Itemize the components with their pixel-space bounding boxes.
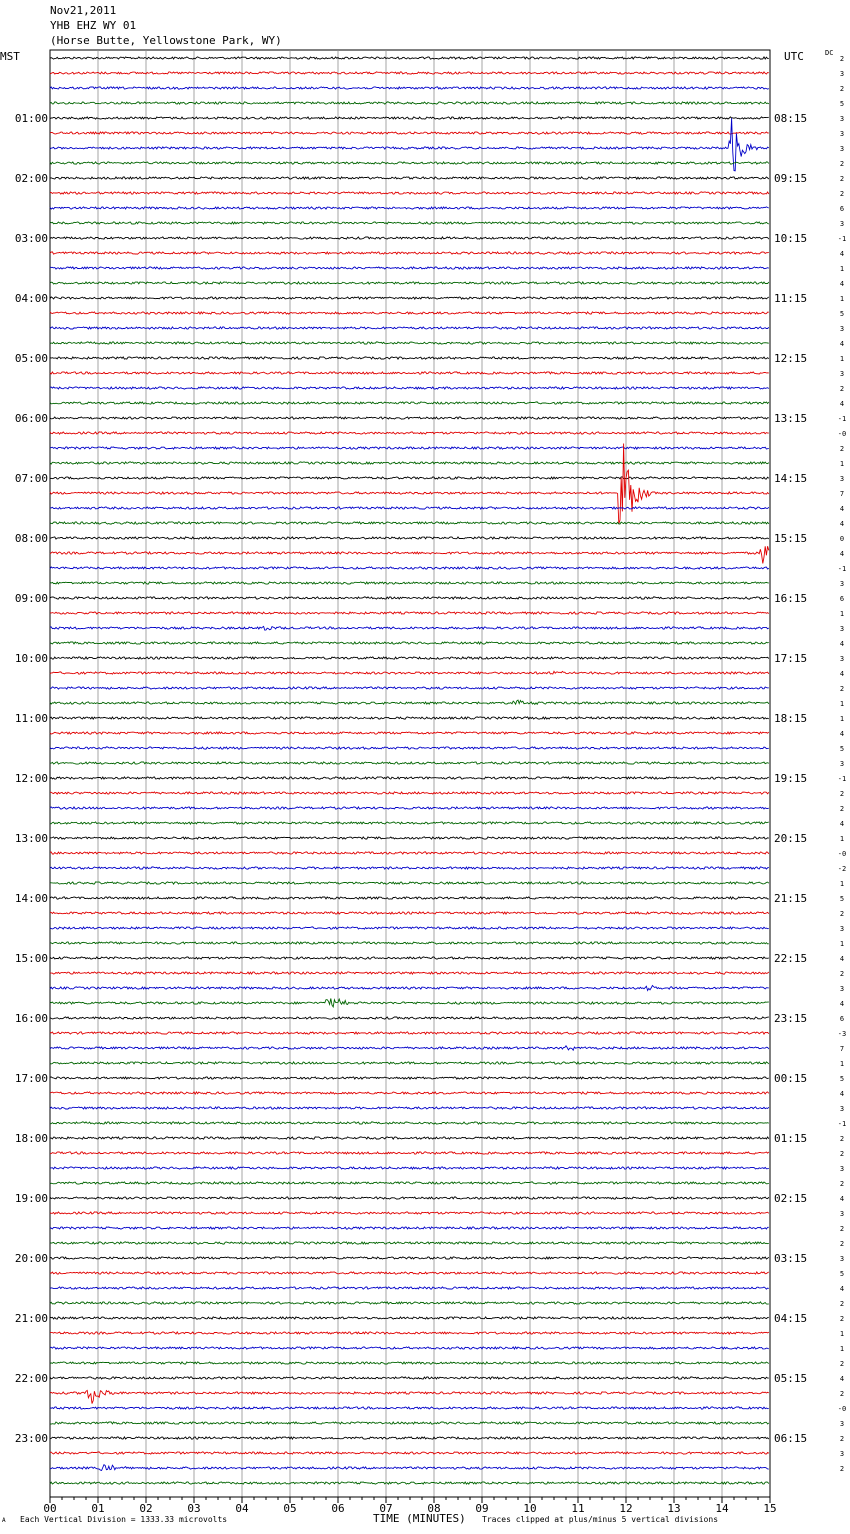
hour-label-mst: 16:00 [14, 1012, 48, 1025]
dc-offset-label: 4 [839, 250, 845, 258]
dc-offset-label: 1 [839, 835, 845, 843]
hour-label-mst: 06:00 [14, 412, 48, 425]
dc-offset-label: 3 [839, 1255, 845, 1263]
hour-label-utc: 11:15 [774, 292, 808, 305]
scale-note: Each Vertical Division = 1333.33 microvolts [20, 1515, 228, 1524]
trace-line [50, 986, 769, 991]
trace-line [50, 1482, 769, 1484]
trace-line [50, 507, 769, 509]
trace-line [50, 546, 769, 563]
hour-label-mst: 07:00 [14, 472, 48, 485]
dc-offset-label: 1 [839, 295, 845, 303]
trace-line [50, 177, 769, 179]
trace-line [50, 700, 769, 704]
trace-line [50, 72, 769, 74]
dc-offset-label: 4 [839, 505, 845, 513]
x-tick-label: 09 [475, 1502, 489, 1515]
trace-line [50, 1122, 769, 1124]
trace-line [50, 447, 769, 449]
dc-offset-label: 2 [839, 1225, 845, 1233]
dc-offset-label: -1 [837, 1120, 847, 1128]
dc-offset-label: 3 [839, 1165, 845, 1173]
hour-label-mst: 08:00 [14, 532, 48, 545]
dc-offset-label: 2 [839, 805, 845, 813]
trace-line [50, 762, 769, 764]
dc-offset-label: 1 [839, 1345, 845, 1353]
trace-line [50, 671, 769, 674]
hour-label-mst: 10:00 [14, 652, 48, 665]
hour-label-utc: 01:15 [774, 1132, 808, 1145]
dc-offset-label: 4 [839, 340, 845, 348]
dc-offset-label: 1 [839, 610, 845, 618]
dc-offset-label: 4 [839, 955, 845, 963]
trace-line [50, 626, 769, 630]
trace-line [50, 432, 769, 434]
hour-label-utc: 04:15 [774, 1312, 808, 1325]
trace-line [50, 102, 769, 104]
hour-label-mst: 15:00 [14, 952, 48, 965]
dc-offset-label: 4 [839, 1195, 845, 1203]
x-tick-label: 03 [187, 1502, 201, 1515]
dc-offset-label: 4 [839, 280, 845, 288]
trace-line [50, 267, 769, 269]
x-tick-label: 08 [427, 1502, 441, 1515]
right-timezone-label: UTC [784, 50, 804, 63]
station-location: (Horse Butte, Yellowstone Park, WY) [50, 34, 282, 47]
hour-label-mst: 19:00 [14, 1192, 48, 1205]
dc-offset-label: 4 [839, 1375, 845, 1383]
trace-line [50, 417, 769, 419]
dc-offset-label: 1 [839, 1060, 845, 1068]
x-tick-label: 10 [523, 1502, 537, 1515]
dc-offset-label: 2 [839, 190, 845, 198]
dc-offset-label: 3 [839, 760, 845, 768]
dc-offset-label: 3 [839, 220, 845, 228]
trace-line [50, 822, 769, 824]
hour-label-utc: 12:15 [774, 352, 808, 365]
hour-label-mst: 13:00 [14, 832, 48, 845]
dc-offset-label: 2 [839, 160, 845, 168]
x-tick-label: 15 [763, 1502, 777, 1515]
trace-line [50, 837, 769, 839]
trace-line [50, 597, 769, 599]
dc-offset-label: -1 [837, 415, 847, 423]
hour-label-utc: 10:15 [774, 232, 808, 245]
hour-label-mst: 22:00 [14, 1372, 48, 1385]
trace-line [50, 1212, 769, 1214]
hour-label-utc: 14:15 [774, 472, 808, 485]
dc-offset-label: 7 [839, 1045, 845, 1053]
trace-line [50, 942, 769, 944]
dc-offset-label: 5 [839, 100, 845, 108]
dc-offset-label: 4 [839, 820, 845, 828]
dc-offset-label: 7 [839, 490, 845, 498]
dc-offset-label: 1 [839, 1330, 845, 1338]
hour-label-utc: 22:15 [774, 952, 808, 965]
hour-label-utc: 03:15 [774, 1252, 808, 1265]
dc-offset-label: 1 [839, 265, 845, 273]
trace-line [50, 1390, 769, 1403]
trace-line [50, 999, 769, 1007]
dc-offset-label: 1 [839, 715, 845, 723]
trace-line [50, 582, 769, 584]
dc-offset-label: 1 [839, 355, 845, 363]
hour-label-utc: 08:15 [774, 112, 808, 125]
trace-line [50, 1137, 769, 1139]
dc-offset-label: 3 [839, 1105, 845, 1113]
trace-line [50, 117, 769, 119]
trace-line [50, 372, 769, 374]
trace-line [50, 342, 769, 344]
trace-line [50, 1452, 769, 1454]
x-tick-label: 00 [43, 1502, 57, 1515]
dc-offset-label: 0 [839, 535, 845, 543]
trace-line [50, 1017, 769, 1019]
trace-line [50, 282, 769, 284]
dc-offset-label: 3 [839, 325, 845, 333]
trace-line [50, 1107, 769, 1109]
dc-offset-label: 2 [839, 55, 845, 63]
hour-label-mst: 12:00 [14, 772, 48, 785]
trace-line [50, 1302, 769, 1304]
dc-offset-label: 3 [839, 70, 845, 78]
trace-line [50, 462, 769, 464]
dc-offset-label: 6 [839, 595, 845, 603]
dc-offset-label: 2 [839, 970, 845, 978]
trace-line [50, 444, 769, 524]
dc-offset-label: 5 [839, 1075, 845, 1083]
trace-line [50, 57, 769, 59]
hour-label-utc: 21:15 [774, 892, 808, 905]
dc-offset-label: -1 [837, 775, 847, 783]
dc-offset-label: 3 [839, 925, 845, 933]
hour-label-utc: 23:15 [774, 1012, 808, 1025]
trace-line [50, 1046, 769, 1050]
dc-offset-label: 2 [839, 1465, 845, 1473]
hour-label-mst: 17:00 [14, 1072, 48, 1085]
trace-line [50, 1062, 769, 1064]
dc-offset-label: 2 [839, 1315, 845, 1323]
dc-offset-label: 4 [839, 730, 845, 738]
trace-line [50, 567, 769, 569]
trace-line [50, 207, 769, 209]
trace-line [50, 132, 769, 134]
dc-offset-label: 1 [839, 700, 845, 708]
trace-line [50, 1077, 769, 1079]
trace-line [50, 612, 769, 614]
dc-offset-label: 4 [839, 640, 845, 648]
x-tick-label: 11 [571, 1502, 585, 1515]
hour-label-mst: 04:00 [14, 292, 48, 305]
dc-offset-label: 4 [839, 1090, 845, 1098]
trace-line [50, 312, 769, 314]
dc-offset-label: 2 [839, 1180, 845, 1188]
hour-label-utc: 05:15 [774, 1372, 808, 1385]
x-tick-label: 05 [283, 1502, 297, 1515]
hour-label-mst: 05:00 [14, 352, 48, 365]
hour-label-utc: 09:15 [774, 172, 808, 185]
dc-offset-label: 3 [839, 1450, 845, 1458]
x-tick-label: 04 [235, 1502, 249, 1515]
trace-line [50, 192, 769, 194]
trace-line [50, 1092, 769, 1094]
x-tick-label: 13 [667, 1502, 681, 1515]
trace-line [50, 522, 769, 524]
trace-line [50, 1287, 769, 1289]
trace-line [50, 897, 769, 899]
x-tick-label: 14 [715, 1502, 729, 1515]
dc-offset-label: 3 [839, 475, 845, 483]
trace-line [50, 1362, 769, 1364]
hour-label-mst: 23:00 [14, 1432, 48, 1445]
hour-label-utc: 02:15 [774, 1192, 808, 1205]
hour-label-utc: 17:15 [774, 652, 808, 665]
trace-line [50, 477, 769, 479]
hour-label-utc: 18:15 [774, 712, 808, 725]
dc-offset-label: 4 [839, 1285, 845, 1293]
hour-label-utc: 06:15 [774, 1432, 808, 1445]
trace-line [50, 1437, 769, 1439]
dc-offset-label: 1 [839, 940, 845, 948]
dc-offset-label: 4 [839, 520, 845, 528]
trace-line [50, 237, 769, 239]
trace-line [50, 882, 769, 884]
trace-line [50, 657, 769, 659]
trace-line [50, 327, 769, 329]
trace-line [50, 1032, 769, 1034]
dc-offset-label: -2 [837, 865, 847, 873]
trace-line [50, 1197, 769, 1199]
dc-offset-label: 5 [839, 1270, 845, 1278]
dc-offset-label: 2 [839, 1240, 845, 1248]
trace-line [50, 537, 769, 539]
clip-note: Traces clipped at plus/minus 5 vertical divisions [482, 1515, 719, 1524]
trace-line [50, 222, 769, 224]
dc-offset-label: 6 [839, 205, 845, 213]
x-axis-title: TIME (MINUTES) [373, 1512, 466, 1525]
hour-label-utc: 00:15 [774, 1072, 808, 1085]
trace-line [50, 747, 769, 749]
x-tick-label: 12 [619, 1502, 633, 1515]
trace-line [50, 912, 769, 914]
dc-offset-label: 2 [839, 1435, 845, 1443]
trace-line [50, 387, 769, 389]
x-tick-label: 07 [379, 1502, 393, 1515]
dc-offset-label: 3 [839, 580, 845, 588]
dc-offset-label: 2 [839, 910, 845, 918]
dc-offset-label: -1 [837, 565, 847, 573]
trace-line [50, 252, 769, 254]
dc-offset-label: 3 [839, 145, 845, 153]
hour-label-mst: 11:00 [14, 712, 48, 725]
hour-label-mst: 18:00 [14, 1132, 48, 1145]
trace-line [50, 1242, 769, 1244]
trace-line [50, 87, 769, 89]
trace-line [50, 1272, 769, 1274]
trace-line [50, 972, 769, 974]
dc-offset-label: 3 [839, 655, 845, 663]
dc-offset-label: 2 [839, 85, 845, 93]
trace-line [50, 792, 769, 794]
trace-line [50, 1182, 769, 1184]
dc-offset-label: 3 [839, 370, 845, 378]
hour-label-mst: 09:00 [14, 592, 48, 605]
x-tick-label: 01 [91, 1502, 105, 1515]
trace-line [50, 1257, 769, 1259]
trace-line [50, 642, 769, 644]
trace-line [50, 1152, 769, 1154]
dc-offset-header: DC [825, 49, 834, 57]
trace-line [50, 852, 769, 854]
trace-line [50, 957, 769, 959]
trace-line [50, 777, 769, 779]
dc-offset-label: 3 [839, 1420, 845, 1428]
trace-line [50, 1422, 769, 1424]
trace-line [50, 927, 769, 929]
trace-line [50, 162, 769, 164]
hour-label-utc: 16:15 [774, 592, 808, 605]
dc-offset-label: 2 [839, 1135, 845, 1143]
dc-offset-label: -0 [837, 1405, 847, 1413]
dc-offset-label: 1 [839, 880, 845, 888]
dc-offset-label: 2 [839, 445, 845, 453]
dc-offset-label: 5 [839, 745, 845, 753]
dc-offset-label: 5 [839, 310, 845, 318]
dc-offset-label: 3 [839, 130, 845, 138]
dc-offset-label: 2 [839, 1390, 845, 1398]
dc-offset-label: 6 [839, 1015, 845, 1023]
hour-label-mst: 14:00 [14, 892, 48, 905]
trace-line [50, 807, 769, 809]
hour-label-utc: 13:15 [774, 412, 808, 425]
trace-line [50, 1465, 769, 1471]
dc-offset-label: -0 [837, 430, 847, 438]
plot-date: Nov21,2011 [50, 4, 117, 17]
hour-label-utc: 19:15 [774, 772, 808, 785]
hour-label-mst: 03:00 [14, 232, 48, 245]
trace-line [50, 402, 769, 404]
trace-line [50, 357, 769, 359]
hour-label-mst: 01:00 [14, 112, 48, 125]
hour-label-utc: 20:15 [774, 832, 808, 845]
dc-offset-label: 3 [839, 985, 845, 993]
left-timezone-label: MST [0, 50, 20, 63]
hour-label-utc: 15:15 [774, 532, 808, 545]
dc-offset-label: 4 [839, 400, 845, 408]
trace-line [50, 732, 769, 734]
dc-offset-label: 2 [839, 175, 845, 183]
dc-offset-label: 1 [839, 460, 845, 468]
dc-offset-label: 2 [839, 1360, 845, 1368]
dc-offset-label: 2 [839, 790, 845, 798]
trace-line [50, 1332, 769, 1334]
dc-offset-label: 2 [839, 1300, 845, 1308]
trace-line [50, 1347, 769, 1349]
dc-offset-label: -3 [837, 1030, 847, 1038]
trace-line [50, 717, 769, 719]
x-tick-label: 02 [139, 1502, 153, 1515]
trace-line [50, 867, 769, 869]
dc-offset-label: 3 [839, 625, 845, 633]
corner-mark: A [2, 1517, 6, 1524]
trace-line [50, 1317, 769, 1319]
dc-offset-label: 4 [839, 670, 845, 678]
dc-offset-label: 3 [839, 115, 845, 123]
dc-offset-label: 2 [839, 685, 845, 693]
trace-line [50, 1227, 769, 1229]
trace-line [50, 1407, 769, 1409]
hour-label-mst: 20:00 [14, 1252, 48, 1265]
station-code: YHB EHZ WY 01 [50, 19, 137, 32]
dc-offset-label: 4 [839, 1000, 845, 1008]
trace-line [50, 297, 769, 299]
dc-offset-label: -0 [837, 850, 847, 858]
dc-offset-label: 2 [839, 1150, 845, 1158]
dc-offset-label: 2 [839, 385, 845, 393]
hour-label-mst: 21:00 [14, 1312, 48, 1325]
trace-line [50, 1167, 769, 1169]
dc-offset-label: 3 [839, 1210, 845, 1218]
hour-label-mst: 02:00 [14, 172, 48, 185]
dc-offset-label: -1 [837, 235, 847, 243]
trace-line [50, 687, 769, 689]
trace-line [50, 1377, 769, 1379]
x-tick-label: 06 [331, 1502, 345, 1515]
dc-offset-label: 4 [839, 550, 845, 558]
dc-offset-label: 5 [839, 895, 845, 903]
